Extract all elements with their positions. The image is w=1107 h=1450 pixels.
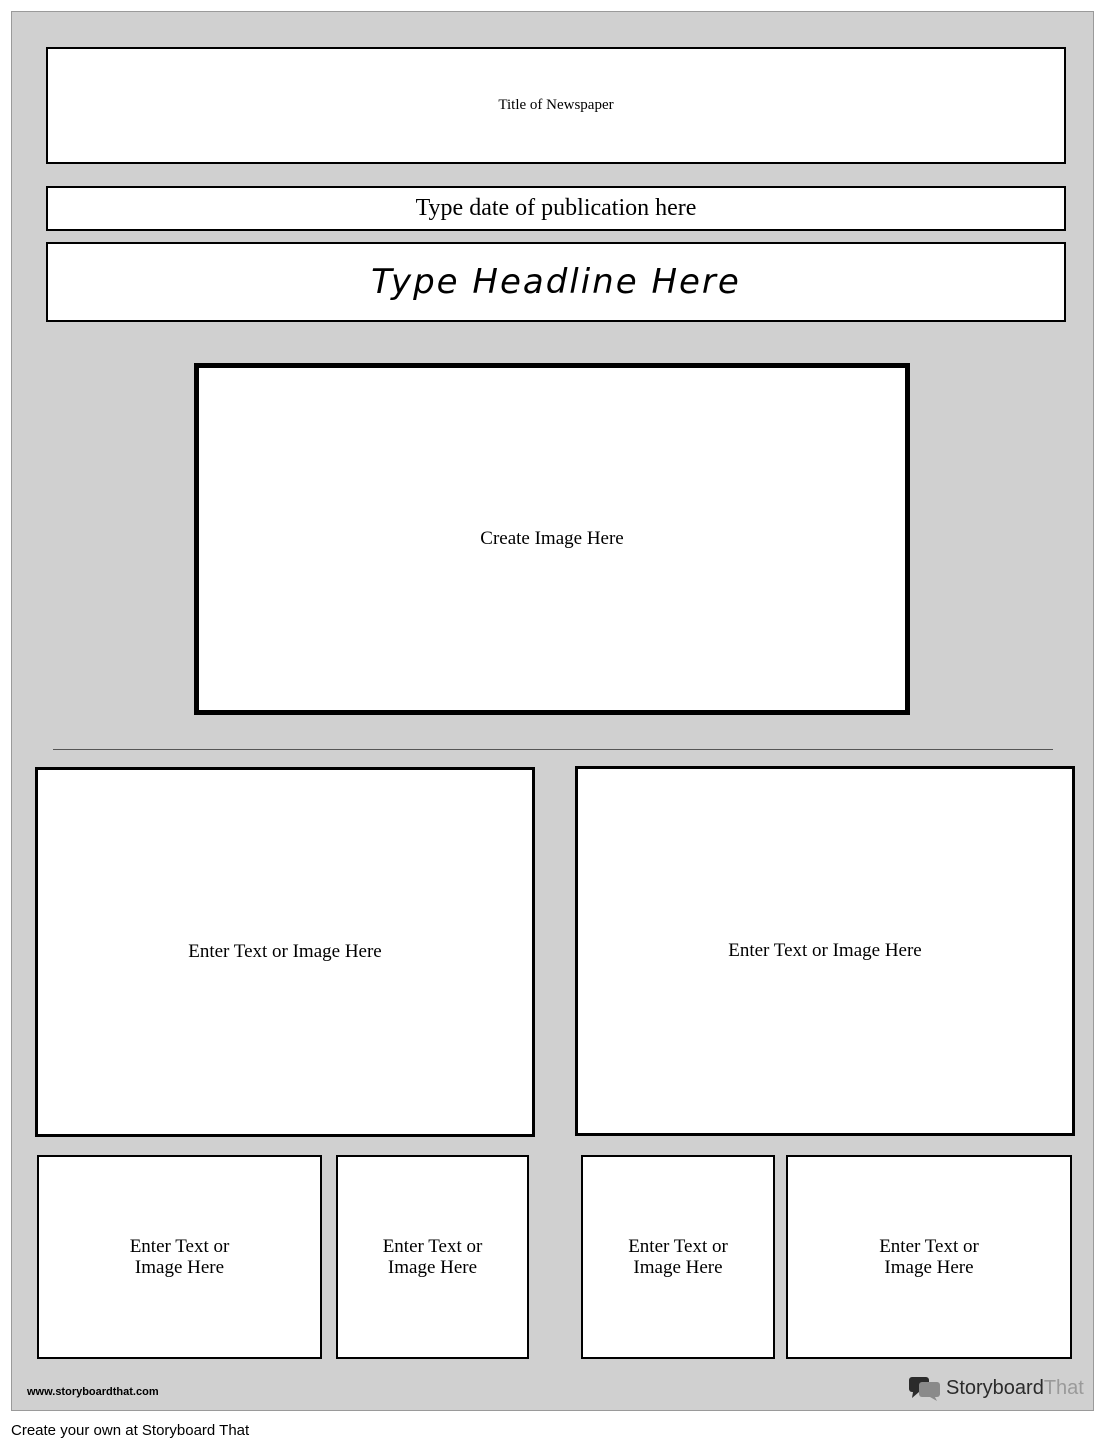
newspaper-title-box[interactable]	[46, 47, 1066, 164]
publication-date: Type date of publication here	[415, 195, 697, 221]
newspaper-sheet	[11, 11, 1094, 1411]
article-box-left[interactable]	[35, 767, 535, 1137]
small-box-line: Image Here	[884, 1257, 974, 1278]
headline: Type Headline Here	[371, 262, 741, 302]
newspaper-title: Title of Newspaper	[498, 97, 614, 113]
article-box-right[interactable]	[575, 766, 1075, 1136]
article-right-label: Enter Text or Image Here	[728, 940, 922, 961]
small-box-line: Image Here	[633, 1257, 723, 1278]
small-box-4[interactable]	[786, 1155, 1072, 1359]
small-box-label	[879, 1236, 979, 1278]
small-box-line: Enter Text or	[129, 1236, 230, 1257]
storyboardthat-logo[interactable]	[908, 1374, 1084, 1402]
create-your-own-caption[interactable]: Create your own at Storyboard That	[11, 1422, 250, 1439]
speech-bubble-icon	[908, 1375, 942, 1401]
small-box-1[interactable]	[37, 1155, 322, 1359]
small-box-line: Image Here	[134, 1257, 225, 1278]
small-box-label	[628, 1236, 728, 1278]
brand-name-suffix: That	[1043, 1376, 1084, 1399]
small-box-2[interactable]	[336, 1155, 529, 1359]
small-box-3[interactable]	[581, 1155, 775, 1359]
small-box-line: Enter Text or	[382, 1236, 483, 1257]
small-box-line: Enter Text or	[879, 1236, 979, 1257]
headline-box[interactable]	[46, 242, 1066, 322]
footer-url[interactable]: www.storyboardthat.com	[27, 1386, 159, 1398]
brand-name: Storyboard	[946, 1376, 1044, 1399]
small-box-line: Enter Text or	[628, 1236, 728, 1257]
main-image-box[interactable]	[194, 363, 910, 715]
small-box-label	[383, 1236, 483, 1278]
article-left-label: Enter Text or Image Here	[188, 941, 382, 962]
main-image-label: Create Image Here	[480, 528, 624, 549]
small-box-label	[130, 1236, 230, 1278]
publication-date-box[interactable]	[46, 186, 1066, 231]
small-box-line: Image Here	[387, 1257, 478, 1278]
section-divider	[53, 749, 1053, 750]
